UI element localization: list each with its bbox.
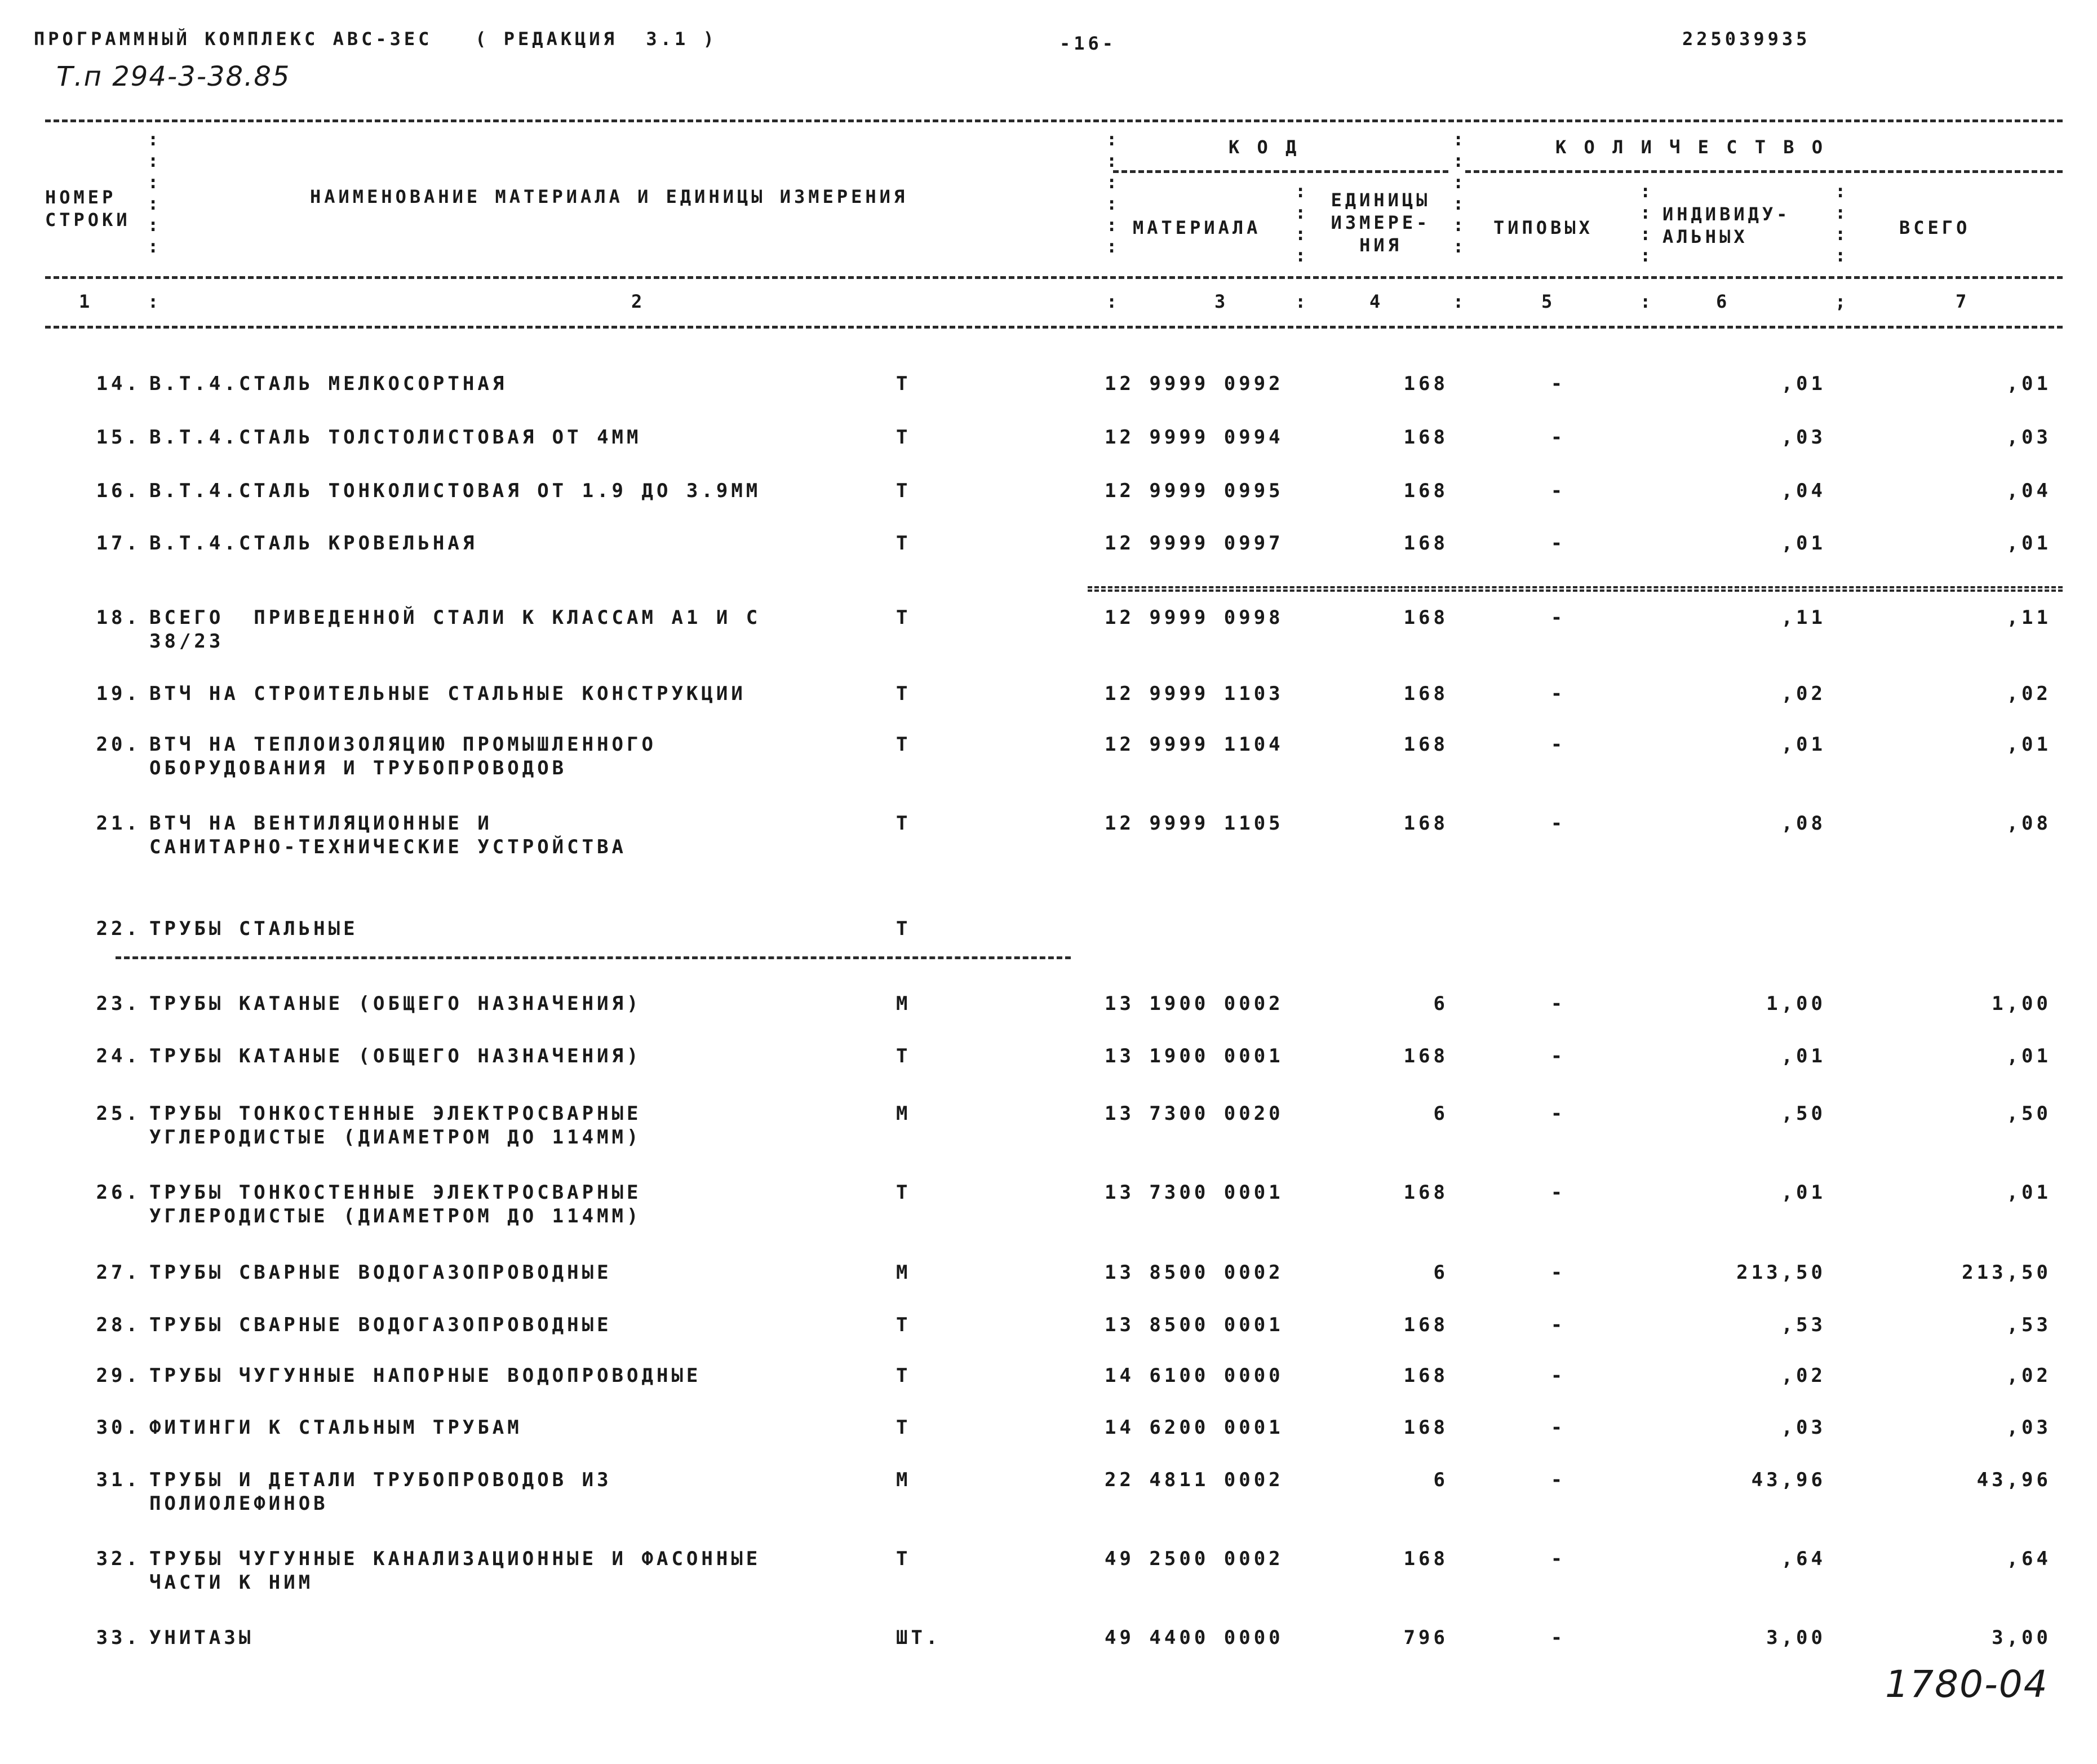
typical-quantity: - [1550, 1102, 1566, 1125]
material-name: ФИТИНГИ К СТАЛЬНЫМ ТРУБАМ [149, 1416, 522, 1439]
material-name: ТРУБЫ СВАРНЫЕ ВОДОГАЗОПРОВОДНЫЕ [149, 1261, 612, 1284]
total-quantity: ,64 [2006, 1548, 2051, 1570]
document-code: 225039935 [1682, 28, 1811, 50]
row-number: 22. [96, 918, 141, 940]
unit-of-measure: Т [896, 426, 911, 449]
typical-quantity: - [1550, 682, 1566, 705]
material-code: 13 8500 0002 [1105, 1261, 1284, 1284]
typical-quantity: - [1550, 1314, 1566, 1336]
col-name: НАИМЕНОВАНИЕ МАТЕРИАЛА И ЕДИНИЦЫ ИЗМЕРЕНИЯ [310, 186, 908, 207]
total-quantity: ,02 [2006, 1364, 2051, 1387]
typical-quantity: - [1550, 992, 1566, 1015]
unit-code: 168 [1403, 373, 1448, 395]
unit-code: 6 [1433, 1102, 1448, 1125]
individual-quantity: 213,50 [1736, 1261, 1826, 1284]
typical-quantity: - [1550, 373, 1566, 395]
material-name: ВТЧ НА ВЕНТИЛЯЦИОННЫЕ И САНИТАРНО-ТЕХНИЧЕСКИЕ УСТРОЙСТВА [149, 812, 627, 858]
unit-code: 168 [1403, 1314, 1448, 1336]
material-code: 14 6200 0001 [1105, 1416, 1284, 1439]
unit-code: 6 [1433, 1261, 1448, 1284]
row-number: 16. [96, 480, 141, 502]
col-num-3: 3 [1214, 291, 1229, 312]
row-number: 14. [96, 373, 141, 395]
row-number: 17. [96, 532, 141, 555]
unit-of-measure: Т [896, 532, 911, 555]
unit-code: 168 [1403, 733, 1448, 756]
col-num-1: 1 [79, 291, 94, 312]
typical-quantity: - [1550, 1469, 1566, 1491]
material-name: ТРУБЫ ЧУГУННЫЕ КАНАЛИЗАЦИОННЫЕ И ФАСОННЫЕ ЧАСТИ К НИМ [149, 1548, 761, 1594]
typical-quantity: - [1550, 480, 1566, 502]
header-top-rule [45, 119, 2063, 122]
material-name: В.Т.4.СТАЛЬ МЕЛКОСОРТНАЯ [149, 373, 508, 395]
material-code: 12 9999 1105 [1105, 812, 1284, 835]
total-quantity: 43,96 [1976, 1469, 2051, 1491]
individual-quantity: ,11 [1781, 606, 1826, 629]
row-number: 24. [96, 1045, 141, 1067]
individual-quantity: ,02 [1781, 1364, 1826, 1387]
material-code: 13 1900 0001 [1105, 1045, 1284, 1067]
individual-quantity: ,01 [1781, 373, 1826, 395]
col-num-6: 6 [1716, 291, 1731, 312]
unit-of-measure: Т [896, 606, 911, 629]
unit-of-measure: М [896, 1102, 911, 1125]
total-quantity: ,01 [2006, 1045, 2051, 1067]
handwritten-reference: Т.п 294-3-38.85 [56, 61, 291, 92]
individual-quantity: ,04 [1781, 480, 1826, 502]
material-code: 12 9999 1103 [1105, 682, 1284, 705]
header-bottom-rule [45, 276, 2063, 279]
header-mid-rule-qty [1465, 170, 2063, 173]
col-total: ВСЕГО [1899, 217, 1971, 238]
total-quantity: 1,00 [1992, 992, 2051, 1015]
col-sep-3-top: : : : : : : [1106, 128, 1118, 257]
individual-quantity: ,08 [1781, 812, 1826, 835]
row-number: 33. [96, 1626, 141, 1649]
material-name: ТРУБЫ КАТАНЫЕ (ОБЩЕГО НАЗНАЧЕНИЯ) [149, 992, 642, 1015]
material-code: 49 2500 0002 [1105, 1548, 1284, 1570]
column-number-rule [45, 326, 2063, 329]
total-quantity: ,01 [2006, 373, 2051, 395]
handwritten-footer-number: 1780-04 [1885, 1663, 2049, 1706]
material-code: 13 7300 0020 [1105, 1102, 1284, 1125]
material-code: 14 6100 0000 [1105, 1364, 1284, 1387]
unit-code: 168 [1403, 606, 1448, 629]
unit-of-measure: Т [896, 682, 911, 705]
total-quantity: ,04 [2006, 480, 2051, 502]
material-code: 49 4400 0000 [1105, 1626, 1284, 1649]
row-number: 15. [96, 426, 141, 449]
row-number: 30. [96, 1416, 141, 1439]
row-number: 29. [96, 1364, 141, 1387]
col-unit-code: ЕДИНИЦЫ ИЗМЕРЕ- НИЯ [1331, 189, 1431, 256]
material-name: В.Т.4.СТАЛЬ КРОВЕЛЬНАЯ [149, 532, 478, 555]
typical-quantity: - [1550, 532, 1566, 555]
col-quantity-group: К О Л И Ч Е С Т В О [1555, 136, 1826, 158]
row-number: 28. [96, 1314, 141, 1336]
unit-code: 168 [1403, 1181, 1448, 1204]
unit-code: 796 [1403, 1626, 1448, 1649]
individual-quantity: ,50 [1781, 1102, 1826, 1125]
col-sep-1: : : : : : : [148, 128, 159, 257]
individual-quantity: ,53 [1781, 1314, 1826, 1336]
individual-quantity: ,01 [1781, 532, 1826, 555]
row-number: 19. [96, 682, 141, 705]
material-code: 13 1900 0002 [1105, 992, 1284, 1015]
unit-of-measure: Т [896, 480, 911, 502]
total-quantity: ,03 [2006, 426, 2051, 449]
unit-code: 168 [1403, 812, 1448, 835]
individual-quantity: 3,00 [1766, 1626, 1826, 1649]
material-code: 13 7300 0001 [1105, 1181, 1284, 1204]
unit-code: 168 [1403, 1045, 1448, 1067]
total-quantity: ,01 [2006, 1181, 2051, 1204]
num-sep-1: : [148, 291, 159, 312]
material-code: 12 9999 0998 [1105, 606, 1284, 629]
typical-quantity: - [1550, 1626, 1566, 1649]
typical-quantity: - [1550, 812, 1566, 835]
page-number: -16- [1059, 33, 1117, 54]
material-name: ТРУБЫ КАТАНЫЕ (ОБЩЕГО НАЗНАЧЕНИЯ) [149, 1045, 642, 1067]
typical-quantity: - [1550, 606, 1566, 629]
unit-of-measure: Т [896, 1364, 911, 1387]
row-number: 18. [96, 606, 141, 629]
col-num-2: 2 [631, 291, 646, 312]
unit-code: 168 [1403, 480, 1448, 502]
col-sep-7: : : : : [1835, 180, 1846, 266]
num-sep-4: : [1453, 291, 1464, 312]
num-sep-2: : [1106, 291, 1118, 312]
material-code: 12 9999 0992 [1105, 373, 1284, 395]
material-code: 12 9999 0995 [1105, 480, 1284, 502]
material-name: ТРУБЫ СТАЛЬНЫЕ [149, 918, 358, 940]
num-sep-3: : [1295, 291, 1306, 312]
num-sep-6: ; [1835, 291, 1846, 312]
unit-code: 6 [1433, 992, 1448, 1015]
unit-of-measure: Т [896, 1548, 911, 1570]
individual-quantity: ,01 [1781, 733, 1826, 756]
individual-quantity: ,01 [1781, 1045, 1826, 1067]
typical-quantity: - [1550, 1261, 1566, 1284]
unit-code: 168 [1403, 426, 1448, 449]
col-material-code: МАТЕРИАЛА [1133, 217, 1261, 238]
unit-code: 168 [1403, 1548, 1448, 1570]
col-sep-6: : : : : [1640, 180, 1651, 266]
material-code: 12 9999 0994 [1105, 426, 1284, 449]
unit-of-measure: М [896, 992, 911, 1015]
individual-quantity: ,03 [1781, 426, 1826, 449]
individual-quantity: ,03 [1781, 1416, 1826, 1439]
typical-quantity: - [1550, 426, 1566, 449]
material-name: УНИТАЗЫ [149, 1626, 254, 1649]
material-name: В.Т.4.СТАЛЬ ТОНКОЛИСТОВАЯ ОТ 1.9 ДО 3.9ММ [149, 480, 761, 502]
row-number: 31. [96, 1469, 141, 1491]
row-number: 27. [96, 1261, 141, 1284]
material-name: В.Т.4.СТАЛЬ ТОЛСТОЛИСТОВАЯ ОТ 4ММ [149, 426, 642, 449]
header-mid-rule-code [1113, 170, 1448, 173]
subtotal-double-rule [1088, 586, 2063, 592]
unit-of-measure: Т [896, 1181, 911, 1204]
material-name: ТРУБЫ СВАРНЫЕ ВОДОГАЗОПРОВОДНЫЕ [149, 1314, 612, 1336]
individual-quantity: 43,96 [1751, 1469, 1826, 1491]
unit-of-measure: М [896, 1261, 911, 1284]
col-num-4: 4 [1369, 291, 1384, 312]
unit-code: 168 [1403, 682, 1448, 705]
material-name: ВТЧ НА ТЕПЛОИЗОЛЯЦИЮ ПРОМЫШЛЕННОГО ОБОРУДОВАНИЯ И ТРУБОПРОВОДОВ [149, 733, 657, 779]
material-name: ВСЕГО ПРИВЕДЕННОЙ СТАЛИ К КЛАССАМ А1 И С 38/23 [149, 606, 761, 653]
unit-of-measure: Т [896, 1416, 911, 1439]
total-quantity: ,01 [2006, 532, 2051, 555]
col-num-5: 5 [1541, 291, 1556, 312]
unit-of-measure: Т [896, 918, 911, 940]
unit-of-measure: Т [896, 373, 911, 395]
material-code: 22 4811 0002 [1105, 1469, 1284, 1491]
unit-code: 168 [1403, 1364, 1448, 1387]
total-quantity: 3,00 [1992, 1626, 2051, 1649]
individual-quantity: 1,00 [1766, 992, 1826, 1015]
total-quantity: ,02 [2006, 682, 2051, 705]
material-code: 12 9999 0997 [1105, 532, 1284, 555]
material-code: 12 9999 1104 [1105, 733, 1284, 756]
unit-code: 168 [1403, 1416, 1448, 1439]
group-underline-rule [116, 956, 1071, 959]
row-number: 26. [96, 1181, 141, 1204]
unit-code: 168 [1403, 532, 1448, 555]
material-code: 13 8500 0001 [1105, 1314, 1284, 1336]
material-name: ВТЧ НА СТРОИТЕЛЬНЫЕ СТАЛЬНЫЕ КОНСТРУКЦИИ [149, 682, 746, 705]
col-num-7: 7 [1956, 291, 1970, 312]
material-name: ТРУБЫ ТОНКОСТЕННЫЕ ЭЛЕКТРОСВАРНЫЕ УГЛЕРОДИСТЫЕ (ДИАМЕТРОМ ДО 114ММ) [149, 1102, 642, 1149]
col-sep-5-top: : : : : : : [1453, 128, 1464, 257]
material-name: ТРУБЫ ТОНКОСТЕННЫЕ ЭЛЕКТРОСВАРНЫЕ УГЛЕРОДИСТЫЕ (ДИАМЕТРОМ ДО 114ММ) [149, 1181, 642, 1227]
program-title: ПРОГРАММНЫЙ КОМПЛЕКС АВС-ЗЕС ( РЕДАКЦИЯ 3.1 ) [34, 28, 717, 50]
row-number: 21. [96, 812, 141, 835]
unit-code: 6 [1433, 1469, 1448, 1491]
row-number: 32. [96, 1548, 141, 1570]
unit-of-measure: Т [896, 1314, 911, 1336]
row-number: 25. [96, 1102, 141, 1125]
total-quantity: ,53 [2006, 1314, 2051, 1336]
col-row-number: НОМЕР СТРОКИ [45, 187, 131, 231]
col-individual: ИНДИВИДУ- АЛЬНЫХ [1662, 203, 1791, 247]
total-quantity: ,50 [2006, 1102, 2051, 1125]
unit-of-measure: ШТ. [896, 1626, 941, 1649]
typical-quantity: - [1550, 1181, 1566, 1204]
material-name: ТРУБЫ ЧУГУННЫЕ НАПОРНЫЕ ВОДОПРОВОДНЫЕ [149, 1364, 702, 1387]
unit-of-measure: Т [896, 812, 911, 835]
col-typical: ТИПОВЫХ [1493, 217, 1593, 238]
typical-quantity: - [1550, 1548, 1566, 1570]
row-number: 20. [96, 733, 141, 756]
col-code-group: К О Д [1229, 136, 1300, 158]
unit-of-measure: Т [896, 1045, 911, 1067]
typical-quantity: - [1550, 733, 1566, 756]
typical-quantity: - [1550, 1364, 1566, 1387]
individual-quantity: ,01 [1781, 1181, 1826, 1204]
typical-quantity: - [1550, 1045, 1566, 1067]
individual-quantity: ,64 [1781, 1548, 1826, 1570]
typical-quantity: - [1550, 1416, 1566, 1439]
total-quantity: ,01 [2006, 733, 2051, 756]
num-sep-5: : [1640, 291, 1651, 312]
total-quantity: ,11 [2006, 606, 2051, 629]
row-number: 23. [96, 992, 141, 1015]
total-quantity: ,03 [2006, 1416, 2051, 1439]
col-sep-4: : : : : [1295, 180, 1306, 266]
individual-quantity: ,02 [1781, 682, 1826, 705]
material-name: ТРУБЫ И ДЕТАЛИ ТРУБОПРОВОДОВ ИЗ ПОЛИОЛЕФИНОВ [149, 1469, 612, 1515]
unit-of-measure: М [896, 1469, 911, 1491]
total-quantity: ,08 [2006, 812, 2051, 835]
total-quantity: 213,50 [1962, 1261, 2051, 1284]
unit-of-measure: Т [896, 733, 911, 756]
